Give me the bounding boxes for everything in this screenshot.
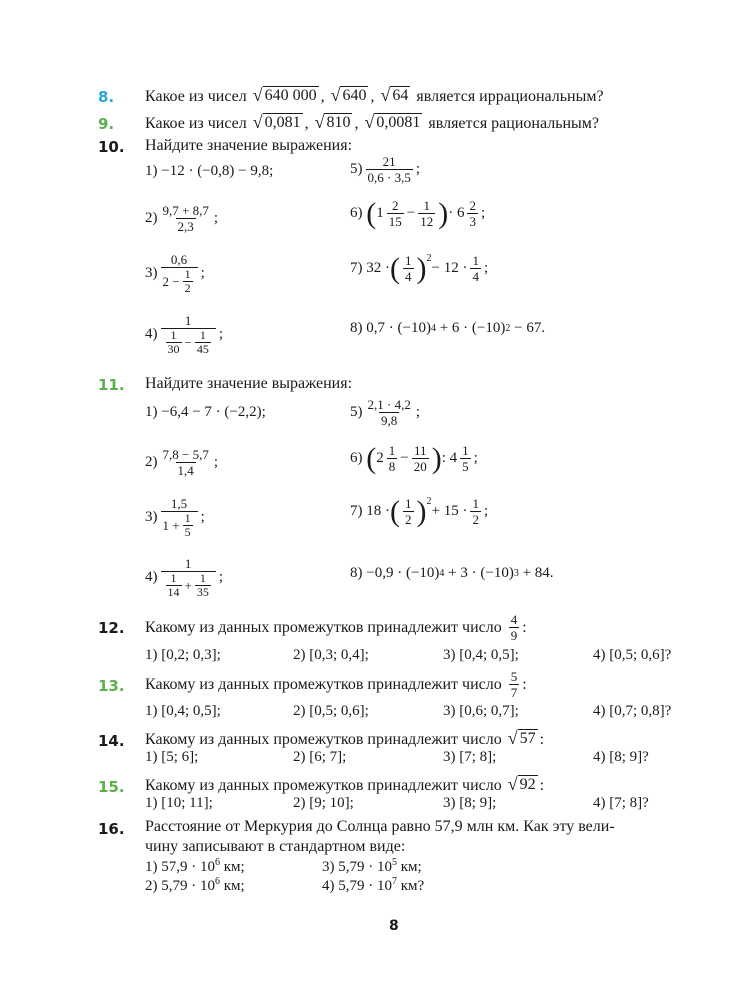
numerator: 1	[199, 571, 206, 585]
denominator-prefix: 1 +	[162, 518, 180, 533]
denominator: 20	[413, 459, 427, 474]
p10-item-1: 1) −12 · (−0,8) − 9,8;	[145, 163, 274, 179]
denominator: 2	[405, 512, 412, 527]
operator: −	[184, 335, 192, 350]
expression-part: 32 ·	[366, 260, 390, 276]
question-text: Какому из данных промежутков принадлежит число	[145, 731, 502, 748]
p14-option-3: 3) [7; 8];	[443, 749, 497, 765]
problem-8-text: Какое из чисел √ 640 000 , √ 640 , √ 64 является иррациональным?	[145, 85, 604, 105]
p11-item-5	[350, 397, 420, 428]
denominator: 12	[420, 214, 434, 229]
fraction	[467, 198, 478, 229]
fraction	[195, 572, 211, 599]
problem-9-prefix: Какое из чисел	[145, 115, 247, 132]
denominator: 35	[196, 585, 209, 599]
p16-option-1	[145, 857, 245, 876]
option-value: 1) 57,9 · 10	[145, 859, 215, 875]
numerator: 1	[405, 253, 412, 268]
fraction	[161, 313, 216, 356]
item-end: ;	[415, 404, 421, 420]
question-text: Какому из данных промежутков принадлежит число	[145, 618, 502, 636]
exponent: 2	[426, 496, 432, 507]
option-value: 3) 5,79 · 10	[322, 859, 392, 875]
numerator: 1	[405, 496, 412, 511]
fraction	[387, 198, 404, 229]
item-end: ;	[473, 450, 478, 466]
fraction	[509, 669, 520, 700]
left-paren: (	[390, 494, 400, 528]
item-end: ;	[200, 509, 205, 525]
item-label: 3)	[145, 509, 158, 525]
numerator: 1	[184, 556, 192, 571]
item-end: ;	[218, 326, 224, 342]
operator: −	[406, 205, 416, 221]
p14-option-1: 1) [5; 6];	[145, 749, 199, 765]
option-unit: км;	[397, 859, 422, 875]
sqrt-57: √ 57	[507, 728, 536, 748]
fraction	[387, 443, 398, 474]
problem-8-suffix: является иррациональным?	[416, 88, 604, 105]
numerator: 1	[472, 253, 479, 268]
expression-part: + 84.	[518, 565, 554, 581]
exponent: 7	[392, 876, 397, 887]
denominator: 4	[472, 269, 479, 284]
numerator: 11	[413, 443, 427, 458]
radicand: 64	[392, 87, 409, 104]
denominator: 2,3	[177, 219, 194, 234]
right-paren: )	[431, 441, 442, 475]
sqrt-810: √ 810	[314, 112, 351, 132]
item-label: 7)	[350, 260, 363, 276]
right-paren: )	[416, 251, 427, 285]
whole-part: 1	[376, 205, 384, 221]
left-paren: (	[366, 441, 377, 475]
expression-part: + 3 · (−10)	[444, 565, 514, 581]
item-label: 5)	[350, 161, 363, 177]
fraction	[509, 612, 520, 643]
sqrt-640000: √ 640 000	[252, 85, 317, 105]
sqrt-640: √ 640	[330, 85, 367, 105]
denominator: 30	[167, 342, 180, 356]
denominator: 2	[184, 281, 191, 295]
p14-option-2: 2) [6; 7];	[293, 749, 347, 765]
p16-option-4	[322, 876, 424, 895]
denominator	[161, 267, 198, 295]
item-label: 2)	[145, 454, 158, 470]
denominator: 9,8	[381, 413, 398, 428]
denominator: 2	[472, 512, 479, 527]
item-end: ;	[483, 503, 489, 519]
denominator: 7	[510, 685, 518, 700]
problem-number-9: 9.	[98, 115, 115, 133]
operator: +	[184, 578, 192, 593]
p14-option-4: 4) [8; 9]?	[593, 749, 649, 765]
sqrt-64: √ 64	[380, 85, 409, 105]
expression-part: + 15 ·	[431, 503, 468, 519]
p11-item-3	[145, 496, 205, 539]
p10-item-8	[350, 320, 545, 337]
fraction	[460, 443, 471, 474]
fraction	[403, 496, 414, 527]
expression-part: 0,7 · (−10)	[366, 320, 431, 336]
exponent: 6	[215, 857, 220, 868]
problem-13-text	[145, 669, 527, 700]
p12-option-4: 4) [0,5; 0,6]?	[593, 647, 672, 663]
numerator: 4	[510, 612, 518, 627]
numerator: 1	[388, 443, 396, 458]
denominator: 9	[510, 628, 518, 643]
p11-item-6	[350, 443, 478, 474]
question-text: Какому из данных промежутков принадлежит число	[145, 777, 502, 794]
item-label: 8)	[350, 565, 363, 581]
problem-number-10: 10.	[98, 138, 125, 156]
numerator: 9,7 + 8,7	[162, 203, 209, 218]
denominator	[161, 328, 216, 356]
fraction	[418, 198, 435, 229]
exponent: 2	[505, 323, 511, 334]
item-end: :	[522, 618, 527, 636]
item-label: 6)	[350, 450, 363, 466]
item-label: 4)	[145, 569, 158, 585]
numerator: 0,6	[170, 252, 188, 267]
denominator	[161, 571, 216, 599]
problem-number-14: 14.	[98, 732, 125, 750]
radicand: 640 000	[264, 87, 317, 104]
right-paren: )	[438, 196, 449, 230]
p11-item-7	[350, 496, 488, 527]
problem-15-text	[145, 775, 544, 796]
option-value: 2) 5,79 · 10	[145, 878, 215, 894]
p13-option-1: 1) [0,4; 0,5];	[145, 703, 221, 719]
p10-item-6	[350, 198, 485, 229]
problem-number-16: 16.	[98, 820, 125, 838]
numerator: 1	[170, 328, 177, 342]
fraction	[183, 512, 193, 539]
item-label: 7)	[350, 503, 363, 519]
numerator: 1	[184, 267, 191, 281]
item-end: :	[522, 675, 527, 693]
item-label: 6)	[350, 205, 363, 221]
problem-number-12: 12.	[98, 619, 125, 637]
p16-option-2	[145, 876, 245, 895]
radicand: 640	[342, 87, 367, 104]
numerator: 1,5	[170, 496, 188, 511]
p12-option-3: 3) [0,4; 0,5];	[443, 647, 519, 663]
p12-option-2: 2) [0,3; 0,4];	[293, 647, 369, 663]
numerator: 1	[462, 443, 469, 458]
whole-part: 2	[376, 450, 384, 466]
problem-number-11: 11.	[98, 376, 125, 394]
item-label: 8)	[350, 320, 363, 336]
p10-item-4	[145, 313, 223, 356]
p11-item-4	[145, 556, 223, 599]
expression-part: 18 ·	[366, 503, 390, 519]
exponent: 4	[430, 323, 436, 334]
denominator: 3	[469, 214, 476, 229]
fraction	[183, 268, 193, 295]
numerator: 1	[170, 571, 177, 585]
p11-item-8	[350, 565, 554, 582]
expression-part: − 67.	[510, 320, 546, 336]
p12-option-1: 1) [0,2; 0,3];	[145, 647, 221, 663]
operator: : 4	[441, 450, 458, 466]
fraction	[161, 496, 198, 539]
item-label: 4)	[145, 326, 158, 342]
item-label: 5)	[350, 404, 363, 420]
denominator-prefix: 2 −	[162, 274, 180, 289]
fraction	[403, 253, 414, 284]
exponent: 3	[513, 568, 519, 579]
p13-option-3: 3) [0,6; 0,7];	[443, 703, 519, 719]
expression-part: + 6 · (−10)	[435, 320, 506, 336]
numerator: 1	[184, 313, 192, 328]
problem-16-line-2: чину записывают в стандартном виде:	[145, 838, 406, 855]
denominator: 14	[167, 585, 180, 599]
fraction	[470, 496, 481, 527]
fraction	[161, 556, 216, 599]
item-label: 3)	[145, 265, 158, 281]
radicand: 0,081	[264, 114, 301, 131]
p15-option-4: 4) [7; 8]?	[593, 795, 649, 811]
problem-9-text: Какое из чисел √ 0,081 , √ 810 , √ 0,0081 является рациональным?	[145, 112, 600, 132]
denominator: 0,6 · 3,5	[367, 170, 411, 185]
fraction	[470, 253, 481, 284]
expression-part: − 12 ·	[431, 260, 468, 276]
fraction	[166, 329, 182, 356]
p10-item-7	[350, 253, 488, 284]
fraction	[161, 252, 198, 295]
denominator: 8	[388, 459, 396, 474]
sqrt-0-0081: √ 0,0081	[364, 112, 421, 132]
question-text: Какому из данных промежутков принадлежит число	[145, 675, 502, 693]
numerator: 7,8 − 5,7	[162, 447, 209, 462]
fraction	[366, 154, 413, 185]
item-end: ;	[213, 210, 219, 226]
p15-option-1: 1) [10; 11];	[145, 795, 213, 811]
right-paren: )	[416, 494, 427, 528]
problem-16-line-1: Расстояние от Меркурия до Солнца равно 57,9 млн км. Как эту вели-	[145, 818, 615, 835]
problem-number-15: 15.	[98, 778, 125, 796]
item-end: ;	[213, 454, 219, 470]
option-unit: км?	[397, 878, 425, 894]
item-end: ;	[415, 161, 421, 177]
p10-item-2	[145, 203, 218, 234]
item-end: ;	[218, 569, 224, 585]
option-unit: км;	[220, 859, 245, 875]
radicand: 57	[519, 730, 536, 747]
item-end: :	[539, 731, 545, 748]
denominator: 15	[388, 214, 402, 229]
item-end: :	[539, 777, 545, 794]
denominator: 5	[184, 525, 191, 539]
problem-10-text: Найдите значение выражения:	[145, 137, 353, 154]
p10-item-3	[145, 252, 205, 295]
denominator: 1,4	[177, 463, 194, 478]
numerator: 1	[472, 496, 479, 511]
p13-option-2: 2) [0,5; 0,6];	[293, 703, 369, 719]
page-number: 8	[389, 918, 399, 934]
p13-option-4: 4) [0,7; 0,8]?	[593, 703, 672, 719]
expression-part: −0,9 · (−10)	[366, 565, 440, 581]
p11-item-1: 1) −6,4 − 7 · (−2,2);	[145, 404, 266, 420]
numerator: 21	[382, 154, 396, 169]
fraction	[195, 329, 211, 356]
operator: · 6	[448, 205, 465, 221]
numerator: 1	[423, 198, 430, 213]
fraction	[161, 447, 211, 478]
denominator: 5	[462, 459, 469, 474]
exponent: 4	[439, 568, 445, 579]
numerator: 1	[184, 511, 191, 525]
operator: −	[400, 450, 409, 466]
fraction	[161, 203, 211, 234]
exponent: 6	[215, 876, 220, 887]
denominator: 4	[405, 269, 412, 284]
problem-9-suffix: является рациональным?	[428, 115, 600, 132]
p11-item-2	[145, 447, 218, 478]
denominator: 45	[196, 342, 209, 356]
sqrt-92: √ 92	[507, 774, 536, 794]
fraction	[366, 397, 413, 428]
problem-number-13: 13.	[98, 677, 125, 695]
left-paren: (	[366, 196, 377, 230]
option-value: 4) 5,79 · 10	[322, 878, 392, 894]
fraction	[412, 443, 429, 474]
radicand: 92	[519, 776, 536, 793]
numerator: 1	[199, 328, 206, 342]
p10-item-5	[350, 154, 420, 185]
problem-number-8: 8.	[98, 88, 115, 106]
problem-14-text	[145, 729, 544, 750]
radicand: 810	[326, 114, 351, 131]
p15-option-3: 3) [8; 9];	[443, 795, 497, 811]
problem-11-text: Найдите значение выражения:	[145, 375, 353, 392]
p16-option-3	[322, 857, 422, 876]
item-end: ;	[200, 265, 205, 281]
problem-12-text	[145, 612, 527, 643]
left-paren: (	[390, 251, 400, 285]
option-unit: км;	[220, 878, 245, 894]
radicand: 0,0081	[376, 114, 421, 131]
item-end: ;	[480, 205, 486, 221]
item-end: ;	[483, 260, 489, 276]
denominator	[161, 511, 198, 539]
fraction	[166, 572, 182, 599]
sqrt-0-081: √ 0,081	[252, 112, 301, 132]
exponent: 5	[392, 857, 397, 868]
numerator: 2	[469, 198, 476, 213]
item-label: 2)	[145, 210, 158, 226]
p15-option-2: 2) [9; 10];	[293, 795, 354, 811]
exponent: 2	[426, 253, 432, 264]
numerator: 2	[392, 198, 399, 213]
numerator: 2,1 · 4,2	[367, 397, 411, 412]
problem-8-prefix: Какое из чисел	[145, 88, 247, 105]
numerator: 5	[510, 669, 518, 684]
